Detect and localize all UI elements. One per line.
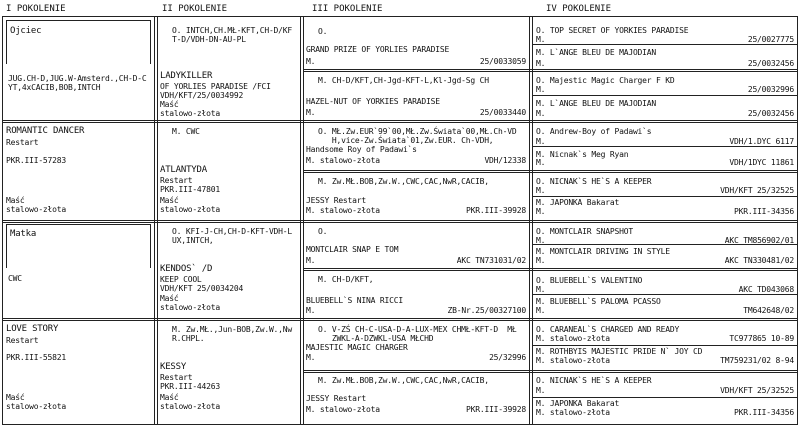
g4-3-line1: M. L`ANGE BLEU DE MAJODIAN bbox=[536, 99, 657, 108]
g4-sep-2 bbox=[532, 95, 797, 96]
g4-sep-3 bbox=[532, 146, 797, 147]
g2-3-titles: M. Zw.MŁ.,Jun-BOB,Zw.W.,Nw R.CHPL. bbox=[172, 325, 293, 343]
g2-1-name: ATLANTYDA bbox=[160, 165, 207, 175]
g3-7-name: JESSY Restart bbox=[306, 394, 367, 403]
g4-10-line1: O. BLUEBELL`S VALENTINO bbox=[536, 276, 643, 285]
g2-3-name: KESSY bbox=[160, 362, 187, 372]
quarter-sep-2b bbox=[2, 320, 798, 321]
half-sep bbox=[2, 220, 798, 221]
g3-0-titles: O. bbox=[318, 27, 328, 36]
g4-sep-4 bbox=[532, 196, 797, 197]
g4-13-line1: M. ROTHBYIS MAJESTIC PRIDE N` JOY CD bbox=[536, 347, 703, 356]
row-sep-d bbox=[303, 370, 797, 371]
mother-sub: Restart bbox=[6, 336, 39, 345]
g3-1-name: HAZEL-NUT OF YORKIES PARADISE bbox=[306, 97, 440, 106]
mother-coat-label: Maść bbox=[6, 393, 25, 402]
g2-2-titles: O. KFI-J-CH,CH-D-KFT-VDH-L UX,INTCH, bbox=[172, 227, 293, 245]
g4-14-line1: O. NICNAK`S HE`S A KEEPER bbox=[536, 376, 652, 385]
mother-label: Matka bbox=[10, 229, 37, 239]
g2-1-details: Restart PKR.III-47801 bbox=[160, 176, 221, 194]
g4-2-line1: O. Majestic Magic Charger F KD bbox=[536, 76, 675, 85]
g2-0-titles: O. INTCH,CH.MŁ-KFT,CH-D/KF T-D/VDH-DN-AU-PL bbox=[172, 26, 293, 44]
row-sep-a bbox=[303, 69, 797, 70]
row-sep-c bbox=[303, 268, 797, 269]
g4-7-line2: M. bbox=[536, 207, 546, 216]
g4-3-reg: 25/0032456 bbox=[747, 109, 794, 118]
g3-0-coat: M. bbox=[306, 57, 316, 66]
g2-3-details: Restart PKR.III-44263 bbox=[160, 373, 221, 391]
row-sep-bb bbox=[303, 172, 797, 173]
row-sep-b bbox=[303, 170, 797, 171]
g2-2-coat: stalowo-złota bbox=[160, 303, 221, 312]
g4-4-reg: VDH/1.DYC 6117 bbox=[729, 137, 794, 146]
g3-2-reg: VDH/12338 bbox=[484, 156, 526, 165]
g3-4-name: MONTCLAIR SNAP E TOM bbox=[306, 245, 399, 254]
g4-9-line1: M. MONTCLAIR DRIVING IN STYLE bbox=[536, 247, 670, 256]
g4-sep-6 bbox=[532, 294, 797, 295]
father-name: ROMANTIC DANCER bbox=[6, 126, 85, 136]
g4-7-line1: M. JAPONKA Bakarat bbox=[536, 198, 620, 207]
g4-12-reg: TC977865 10-89 bbox=[729, 334, 794, 343]
g2-0-coat: stalowo-złota bbox=[160, 109, 221, 118]
g4-14-reg: VDH/KFT 25/32525 bbox=[720, 386, 794, 395]
g4-6-reg: VDH/KFT 25/32525 bbox=[720, 186, 794, 195]
g3-5-reg: ZB-Nr.25/00327100 bbox=[447, 306, 526, 315]
g3-5-titles: M. CH-D/KFT, bbox=[318, 275, 374, 284]
g4-8-line1: O. MONTCLAIR SNAPSHOT bbox=[536, 227, 633, 236]
g3-4-titles: O. bbox=[318, 227, 328, 236]
g4-15-line2: M. stalowo-złota bbox=[536, 408, 610, 417]
g3-7-coat: M. stalowo-złota bbox=[306, 405, 380, 414]
g3-6-titles: O. V-ZŚ CH-C-USA-D-A-LUX-MEX CHMŁ-KFT-D MŁ ZWKL-A-DZWKL-USA MŁCHD bbox=[318, 325, 517, 343]
g4-4-line2: M. bbox=[536, 137, 546, 146]
g4-3-line2: M. bbox=[536, 109, 546, 118]
father-box-left bbox=[6, 20, 7, 64]
g3-3-coat: M. stalowo-złota bbox=[306, 206, 380, 215]
quarter-sep-1 bbox=[2, 120, 798, 121]
g4-11-line1: M. BLUEBELL`S PALOMA PCASSO bbox=[536, 297, 661, 306]
mother-coat: stalowo-złota bbox=[6, 402, 67, 411]
g4-1-line2: M. bbox=[536, 59, 546, 68]
g3-0-reg: 25/0033059 bbox=[479, 57, 526, 66]
g4-1-line1: M. L`ANGE BLEU DE MAJODIAN bbox=[536, 48, 657, 57]
g3-0-name: GRAND PRIZE OF YORLIES PARADISE bbox=[306, 45, 450, 54]
father-box-top bbox=[6, 20, 151, 21]
g4-6-line2: M. bbox=[536, 186, 546, 195]
g3-5-coat: M. bbox=[306, 306, 316, 315]
row-sep-db bbox=[303, 372, 797, 373]
g2-0-coat-label: Maść bbox=[160, 100, 179, 109]
g4-sep-1 bbox=[532, 44, 797, 45]
g3-1-titles: M. CH-D/KFT,CH-Jgd-KFT-L,Kl-Jgd-Sg CH bbox=[318, 76, 489, 85]
g4-6-line1: O. NICNAK`S HE`S A KEEPER bbox=[536, 177, 652, 186]
g4-1-reg: 25/0032456 bbox=[747, 59, 794, 68]
g4-sep-8 bbox=[532, 397, 797, 398]
g4-10-reg: AKC TD043068 bbox=[738, 285, 794, 294]
g2-1-coat-label: Maść bbox=[160, 196, 179, 205]
g4-7-reg: PKR.III-34356 bbox=[733, 207, 794, 216]
mother-reg: PKR.III-55821 bbox=[6, 353, 67, 362]
g4-12-line2: M. stalowo-złota bbox=[536, 334, 610, 343]
row-sep-cb bbox=[303, 270, 797, 271]
g4-2-line2: M. bbox=[536, 85, 546, 94]
g4-5-line2: M. bbox=[536, 158, 546, 167]
g3-1-coat: M. bbox=[306, 108, 316, 117]
g4-0-reg: 25/0027775 bbox=[747, 35, 794, 44]
father-box-right bbox=[150, 20, 151, 64]
father-coat: stalowo-złota bbox=[6, 205, 67, 214]
quarter-sep-2 bbox=[2, 318, 798, 319]
g3-2-titles: O. MŁ.Zw.EUR`99`00,MŁ.Zw.Świata`00,MŁ.Ch-VD H,vice-Zw.Świata`01,Zw.EUR. Ch-VDH, bbox=[318, 127, 517, 145]
g4-12-line1: O. CARANEAL`S CHARGED AND READY bbox=[536, 325, 680, 334]
header-gen1: I POKOLENIE bbox=[6, 4, 66, 14]
g4-13-line2: M. stalowo-złota bbox=[536, 356, 610, 365]
g4-9-reg: AKC TN330481/02 bbox=[724, 256, 794, 265]
g4-11-line2: M. bbox=[536, 306, 546, 315]
father-titles: JUG.CH-D,JUG.W-Amsterd.,CH-D-C YT,4xCACIB,BOB,INTCH bbox=[8, 74, 147, 92]
g2-3-coat: stalowo-złota bbox=[160, 402, 221, 411]
g4-10-line2: M. bbox=[536, 285, 546, 294]
header-gen2: II POKOLENIE bbox=[162, 4, 228, 14]
g4-8-reg: AKC TM856902/01 bbox=[724, 236, 794, 245]
father-sub: Restart bbox=[6, 138, 39, 147]
mother-box-right bbox=[150, 224, 151, 268]
g3-6-name: MAJESTIC MAGIC CHARGER bbox=[306, 343, 408, 352]
header-gen3: III POKOLENIE bbox=[312, 4, 383, 14]
g3-7-reg: PKR.III-39928 bbox=[465, 405, 526, 414]
table-bottom-border bbox=[2, 424, 798, 425]
table-top-border bbox=[2, 16, 798, 17]
g4-4-line1: O. Andrew-Boy of Padawi`s bbox=[536, 127, 652, 136]
mother-name: LOVE STORY bbox=[6, 324, 59, 334]
g2-1-titles: M. CWC bbox=[172, 127, 200, 136]
row-sep-ab bbox=[303, 71, 797, 72]
g3-6-coat: M. bbox=[306, 353, 316, 362]
g3-1-reg: 25/0033440 bbox=[479, 108, 526, 117]
quarter-sep-1b bbox=[2, 122, 798, 123]
header-gen4: IV POKOLENIE bbox=[546, 4, 612, 14]
g3-3-name: JESSY Restart bbox=[306, 196, 367, 205]
father-coat-label: Maść bbox=[6, 196, 25, 205]
g2-0-name: LADYKILLER bbox=[160, 71, 213, 81]
g2-0-details: OF YORLIES PARADISE /FCI VDH/KFT/25/0034992 bbox=[160, 82, 271, 100]
g4-5-reg: VDH/1DYC 11861 bbox=[729, 158, 794, 167]
g4-0-line2: M. bbox=[536, 35, 546, 44]
mother-box-left bbox=[6, 224, 7, 268]
g4-0-line1: O. TOP SECRET OF YORKIES PARADISE bbox=[536, 26, 689, 35]
half-sep-b bbox=[2, 222, 798, 223]
g3-5-name: BLUEBELL`S NINA RICCI bbox=[306, 296, 403, 305]
g4-5-line1: M. Nicnak`s Meg Ryan bbox=[536, 150, 629, 159]
g4-15-line1: M. JAPONKA Bakarat bbox=[536, 399, 620, 408]
g4-sep-7 bbox=[532, 345, 797, 346]
g2-2-name: KENDOS` /D bbox=[160, 264, 213, 274]
g3-4-reg: AKC TN731031/02 bbox=[456, 256, 526, 265]
g4-8-line2: M. bbox=[536, 236, 546, 245]
g3-2-name: Handsome Roy of Padawi`s bbox=[306, 145, 417, 154]
g3-6-reg: 25/32996 bbox=[489, 353, 526, 362]
g3-7-titles: M. Zw.MŁ.BOB,Zw.W.,CWC,CAC,NwR,CACIB, bbox=[318, 376, 489, 385]
g4-9-line2: M. bbox=[536, 256, 546, 265]
g2-2-coat-label: Maść bbox=[160, 294, 179, 303]
father-label: Ojciec bbox=[10, 26, 42, 36]
g2-2-details: KEEP COOL VDH/KFT 25/0034204 bbox=[160, 275, 244, 293]
g4-13-reg: TM759231/02 8-94 bbox=[720, 356, 794, 365]
g3-2-coat: M. stalowo-złota bbox=[306, 156, 380, 165]
mother-box-top bbox=[6, 224, 151, 225]
mother-titles: CWC bbox=[8, 274, 22, 283]
g3-3-reg: PKR.III-39928 bbox=[465, 206, 526, 215]
g4-15-reg: PKR.III-34356 bbox=[733, 408, 794, 417]
g3-3-titles: M. Zw.MŁ.BOB,Zw.W.,CWC,CAC,NwR,CACIB, bbox=[318, 177, 489, 186]
father-reg: PKR.III-57283 bbox=[6, 156, 67, 165]
g2-1-coat: stalowo-złota bbox=[160, 205, 221, 214]
g2-3-coat-label: Maść bbox=[160, 393, 179, 402]
g4-14-line2: M. bbox=[536, 386, 546, 395]
g3-4-coat: M. bbox=[306, 256, 316, 265]
g4-2-reg: 25/0032996 bbox=[747, 85, 794, 94]
g4-11-reg: TM642648/02 bbox=[743, 306, 794, 315]
